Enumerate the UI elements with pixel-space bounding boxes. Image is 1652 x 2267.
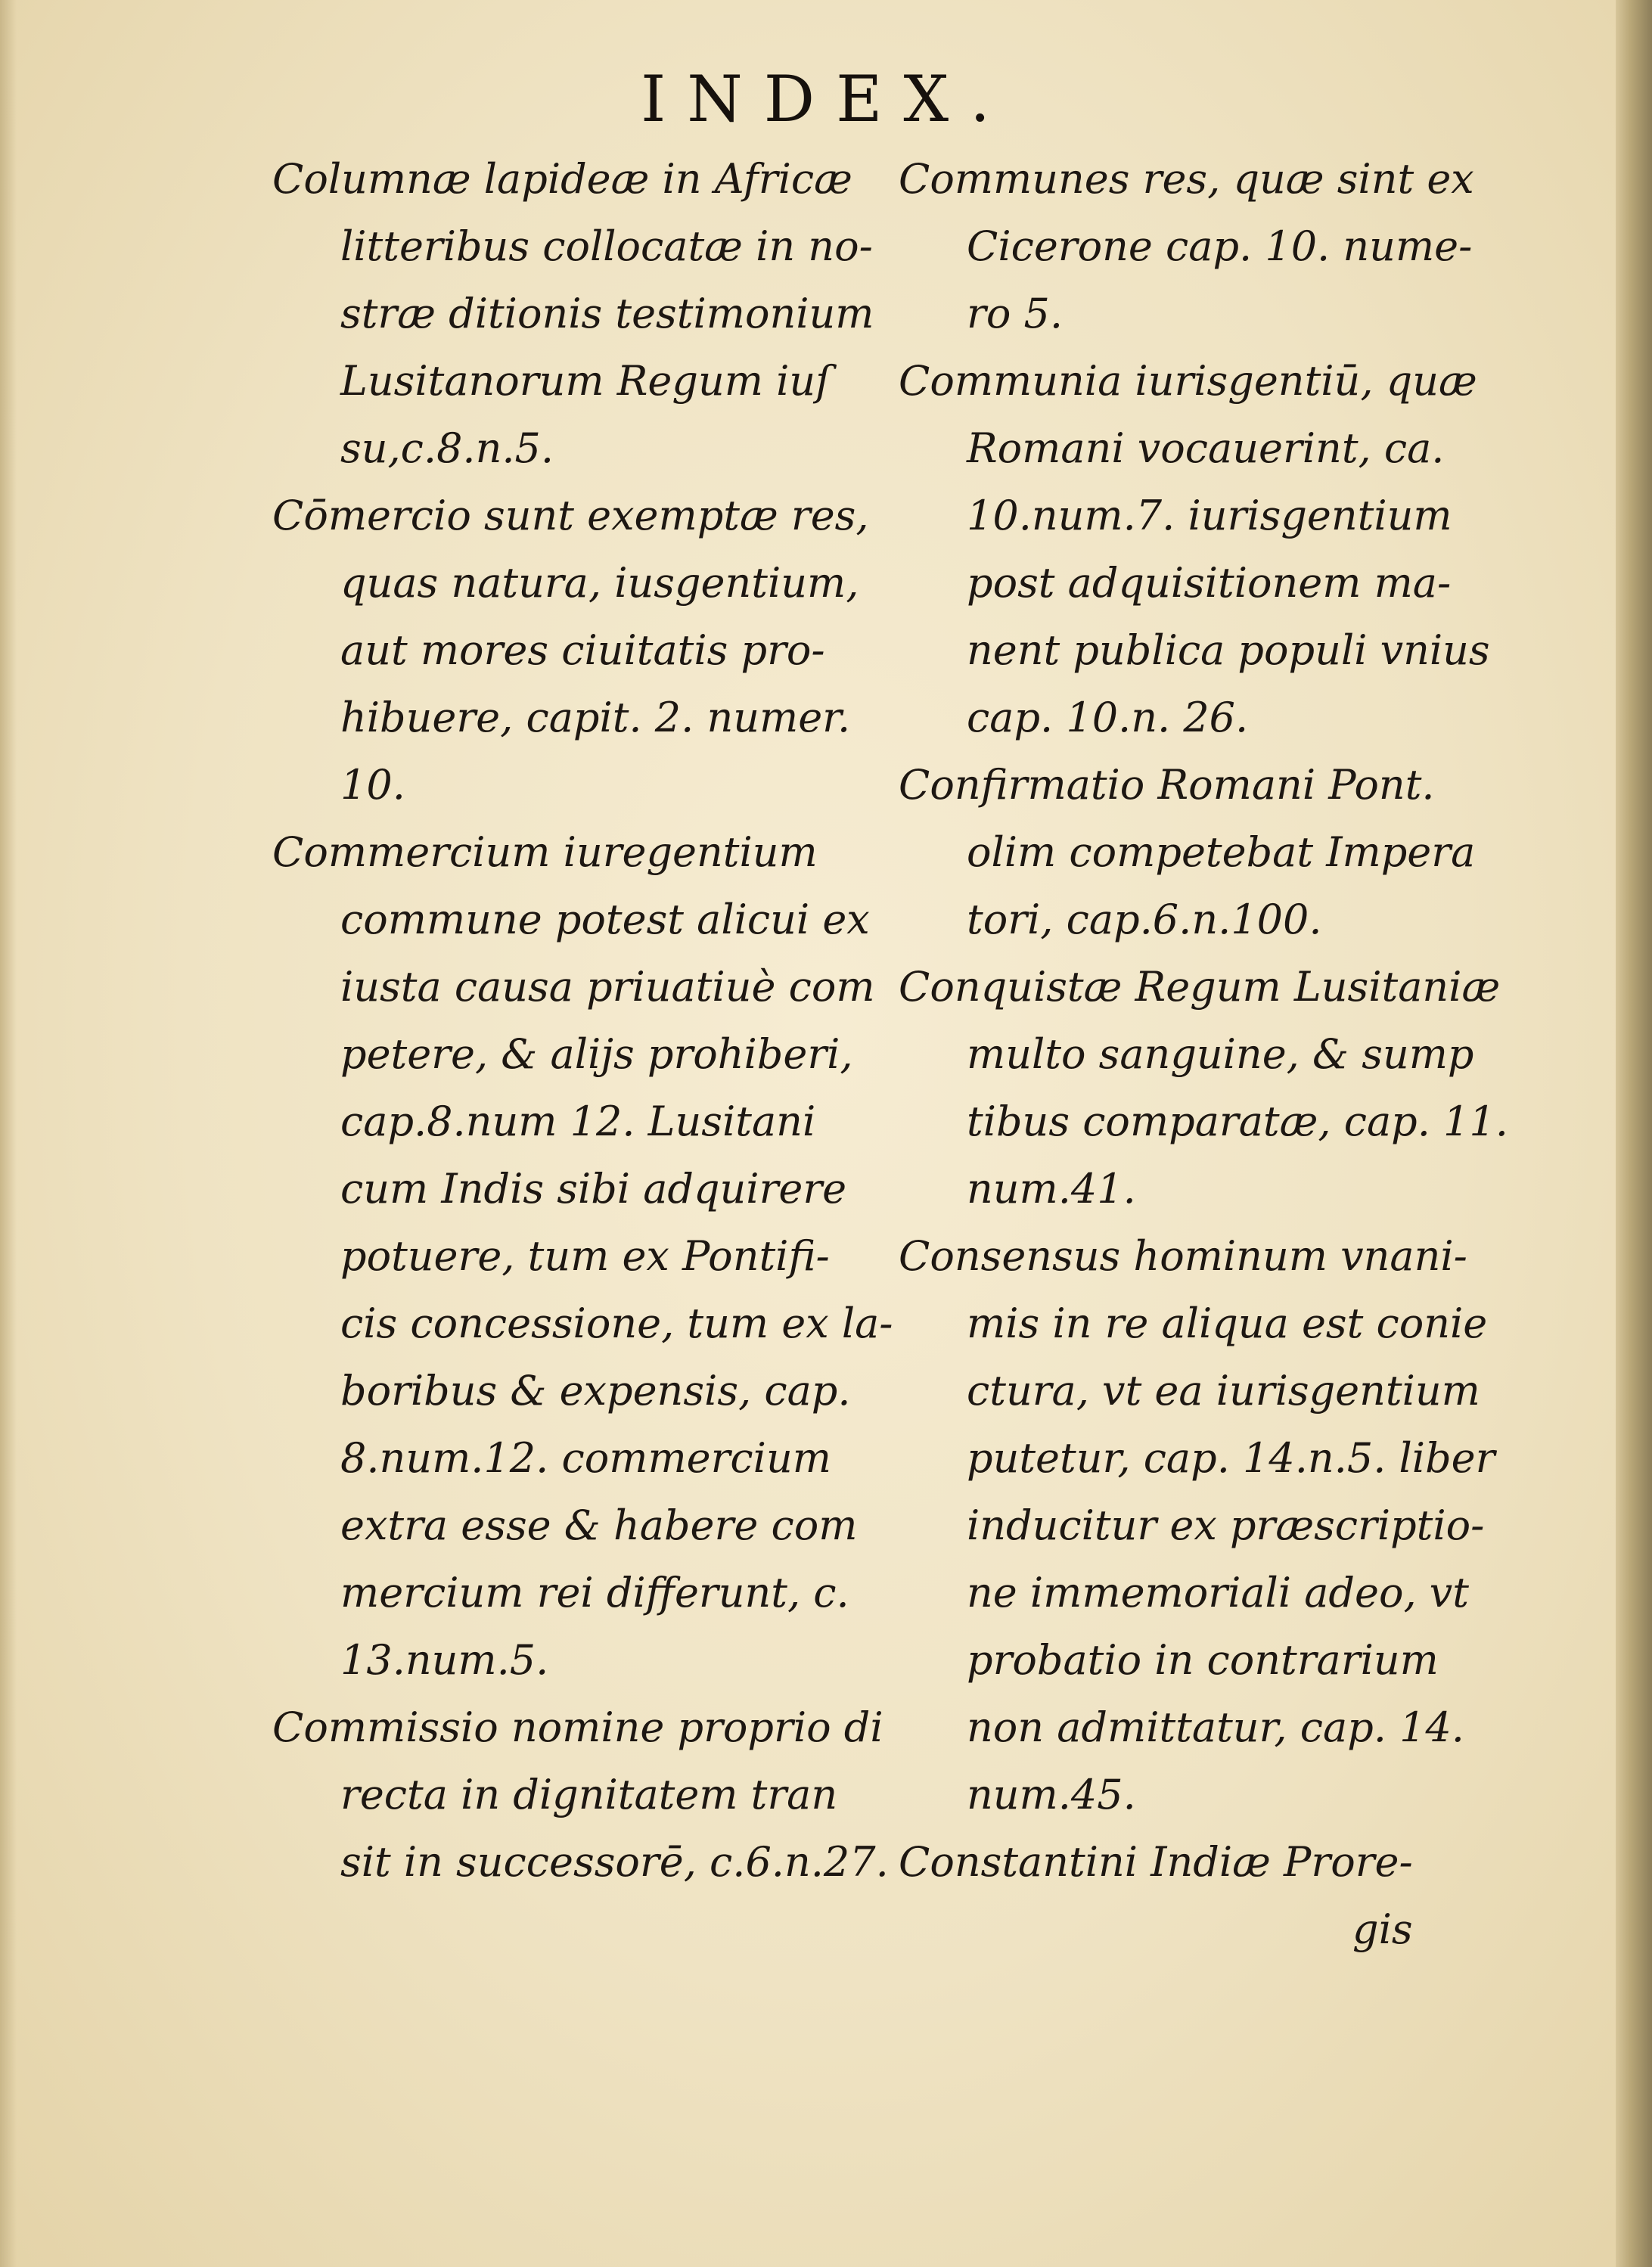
- index-entry-line: gis: [1352, 1905, 1413, 1953]
- index-entry-headword-line: Confirmatio Romani Pont.: [899, 761, 1435, 809]
- index-entry-line: extra esse & habere com: [340, 1501, 858, 1549]
- index-entry-line: Cicerone cap. 10. nume-: [967, 222, 1473, 270]
- index-entry-line: nent publica populi vnius: [967, 626, 1490, 674]
- index-entry-line: num.45.: [967, 1771, 1136, 1818]
- index-entry-headword-line: Conquistæ Regum Lusitaniæ: [899, 963, 1501, 1011]
- index-entry-line: litteribus collocatæ in no-: [340, 222, 873, 270]
- index-entry-headword-line: Constantini Indiæ Prore-: [899, 1838, 1413, 1886]
- index-entry-line: cap.8.num 12. Lusitani: [340, 1098, 816, 1145]
- index-entry-line: inducitur ex præscriptio-: [967, 1501, 1485, 1549]
- index-column-left: [272, 145, 893, 1896]
- index-entry-line: Lusitanorum Regum iuſ: [340, 357, 831, 405]
- index-entry-line: commune potest alicui ex: [340, 896, 870, 943]
- index-entry-line: cis concessione, tum ex la-: [340, 1300, 893, 1347]
- index-entry-headword-line: Columnæ lapideæ in Africæ: [272, 155, 852, 203]
- index-entry-headword-line: Commercium iuregentium: [272, 828, 818, 876]
- index-entry-headword-line: Communia iurisgentiū, quæ: [899, 357, 1477, 405]
- index-entry-line: quas natura, iusgentium,: [340, 559, 859, 607]
- page-left-edge: [0, 0, 17, 2267]
- index-entry-line: potuere, tum ex Pontifi-: [340, 1232, 830, 1280]
- index-entry-line: 10.: [340, 761, 405, 809]
- index-column-right: [899, 145, 1511, 1963]
- index-entry-line: sit in successorē, c.6.n.27.: [340, 1838, 889, 1886]
- index-entry-line: mis in re aliqua est conie: [967, 1300, 1488, 1347]
- index-entry-line: olim competebat Impera: [967, 828, 1476, 876]
- index-entry-line: num.41.: [967, 1165, 1136, 1213]
- index-entry-line: recta in dignitatem tran: [340, 1771, 838, 1818]
- index-entry-line: ctura, vt ea iurisgentium: [967, 1367, 1480, 1415]
- index-entry-line: 10.num.7. iurisgentium: [967, 492, 1452, 539]
- index-entry-line: putetur, cap. 14.n.5. liber: [967, 1434, 1495, 1482]
- index-entry-line: post adquisitionem ma-: [967, 559, 1452, 607]
- index-entry-line: ne immemoriali adeo, vt: [967, 1569, 1470, 1616]
- index-entry-line: non admittatur, cap. 14.: [967, 1703, 1464, 1751]
- index-entry-headword-line: Consensus hominum vnani-: [899, 1232, 1467, 1280]
- page-right-edge: [1616, 0, 1652, 2267]
- index-entry-line: cap. 10.n. 26.: [967, 694, 1249, 741]
- index-entry-line: tibus comparatæ, cap. 11.: [967, 1098, 1508, 1145]
- index-entry-line: petere, & alijs prohiberi,: [340, 1030, 853, 1078]
- index-entry-headword-line: Communes res, quæ sint ex: [899, 155, 1474, 203]
- index-entry-line: aut mores ciuitatis pro-: [340, 626, 825, 674]
- index-entry-line: stræ ditionis testimonium: [340, 290, 874, 337]
- index-entry-line: ro 5.: [967, 290, 1064, 337]
- index-entry-line: mercium rei differunt, c.: [340, 1569, 849, 1616]
- index-entry-line: boribus & expensis, cap.: [340, 1367, 851, 1415]
- index-entry-line: su,c.8.n.5.: [340, 424, 554, 472]
- index-entry-line: multo sanguine, & sump: [967, 1030, 1474, 1078]
- page-header: INDEX.: [641, 62, 1011, 136]
- index-entry-headword-line: Commissio nomine proprio di: [272, 1703, 883, 1751]
- index-entry-line: probatio in contrarium: [967, 1636, 1439, 1684]
- index-entry-line: 13.num.5.: [340, 1636, 549, 1684]
- index-entry-line: hibuere, capit. 2. numer.: [340, 694, 851, 741]
- index-entry-line: iusta causa priuatiuè com: [340, 963, 875, 1011]
- index-entry-line: cum Indis sibi adquirere: [340, 1165, 847, 1213]
- index-entry-line: tori, cap.6.n.100.: [967, 896, 1322, 943]
- index-entry-headword-line: Cōmercio sunt exemptæ res,: [272, 492, 869, 539]
- index-entry-line: 8.num.12. commercium: [340, 1434, 831, 1482]
- index-entry-line: Romani vocauerint, ca.: [967, 424, 1445, 472]
